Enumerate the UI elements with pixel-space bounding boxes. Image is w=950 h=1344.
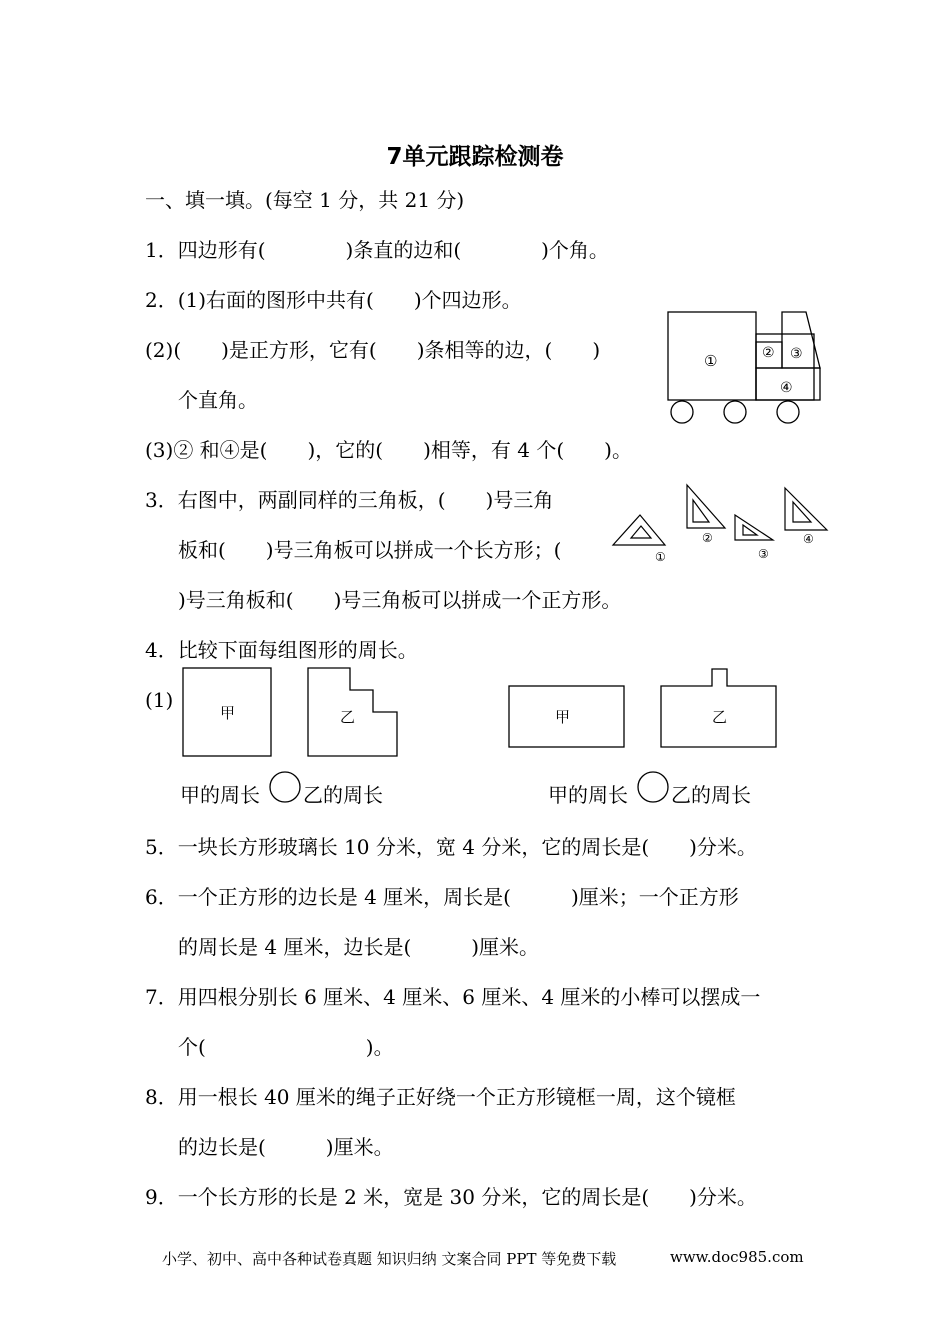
- compare-2-left: 甲的周长: [548, 783, 628, 807]
- truck-label-4: ④: [780, 380, 793, 396]
- question-9: 9．一个长方形的长是 2 米，宽是 30 分米，它的周长是( )分米。: [145, 1185, 757, 1209]
- compare-circle-2[interactable]: [636, 770, 670, 804]
- section-heading: 一、填一填。(每空 1 分，共 21 分): [145, 188, 465, 212]
- page-title: 7单元跟踪检测卷: [386, 144, 564, 170]
- question-5: 5．一块长方形玻璃长 10 分米，宽 4 分米，它的周长是( )分米。: [145, 835, 757, 859]
- footer-link[interactable]: www.doc985.com: [670, 1248, 804, 1266]
- triangle-1: [613, 515, 665, 545]
- question-2-part-3: (3)② 和④是( )，它的( )相等，有 4 个( )。: [145, 438, 632, 462]
- question-7-line-2: 个( )。: [178, 1035, 394, 1059]
- compare-1-left: 甲的周长: [180, 783, 260, 807]
- question-7-line-1: 7．用四根分别长 6 厘米、4 厘米、6 厘米、4 厘米的小棒可以摆成一: [145, 985, 761, 1009]
- footer-text: 小学、初中、高中各种试卷真题 知识归纳 文案合同 PPT 等免费下载: [162, 1250, 617, 1268]
- label-yi-2: 乙: [712, 708, 728, 726]
- question-3-line-1: 3．右图中，两副同样的三角板，( )号三角: [145, 488, 554, 512]
- wheel: [724, 401, 746, 423]
- compare-2-right: 乙的周长: [671, 783, 751, 807]
- label-yi-1: 乙: [340, 708, 356, 726]
- compare-circle-1[interactable]: [268, 770, 302, 804]
- perimeter-shapes: [180, 665, 780, 760]
- question-6-line-1: 6．一个正方形的边长是 4 厘米，周长是( )厘米；一个正方形: [145, 885, 739, 909]
- truck-label-1: ①: [704, 352, 718, 370]
- wheel: [777, 401, 799, 423]
- compare-1-right: 乙的周长: [303, 783, 383, 807]
- triangle-label-2: ②: [702, 531, 713, 545]
- triangle-boards-figure: [605, 480, 835, 565]
- truck-label-3: ③: [790, 346, 803, 362]
- truck-figure: [660, 300, 840, 430]
- triangle-label-3: ③: [758, 547, 769, 561]
- triangle-label-1: ①: [655, 550, 666, 564]
- question-2-part-1: 2．(1)右面的图形中共有( )个四边形。: [145, 288, 522, 312]
- question-3-line-2: 板和( )号三角板可以拼成一个长方形；(: [178, 538, 562, 562]
- label-jia-2: 甲: [555, 708, 571, 726]
- question-2-part-2-cont: 个直角。: [178, 388, 258, 412]
- question-2-part-2: (2)( )是正方形，它有( )条相等的边，( ): [145, 338, 601, 362]
- question-8-line-2: 的边长是( )厘米。: [178, 1135, 394, 1159]
- question-1: 1．四边形有( )条直的边和( )个角。: [145, 238, 609, 262]
- wheel: [671, 401, 693, 423]
- question-3-line-3: )号三角板和( )号三角板可以拼成一个正方形。: [178, 588, 622, 612]
- triangle-label-4: ④: [803, 532, 814, 546]
- label-jia-1: 甲: [220, 704, 236, 722]
- question-6-line-2: 的周长是 4 厘米，边长是( )厘米。: [178, 935, 540, 959]
- question-4: 4．比较下面每组图形的周长。: [145, 638, 418, 662]
- question-4-sub: (1): [145, 688, 174, 712]
- truck-label-2: ②: [762, 345, 775, 361]
- triangle-3: [735, 515, 773, 540]
- question-8-line-1: 8．用一根长 40 厘米的绳子正好绕一个正方形镜框一周，这个镜框: [145, 1085, 736, 1109]
- triangle-4: [785, 488, 827, 530]
